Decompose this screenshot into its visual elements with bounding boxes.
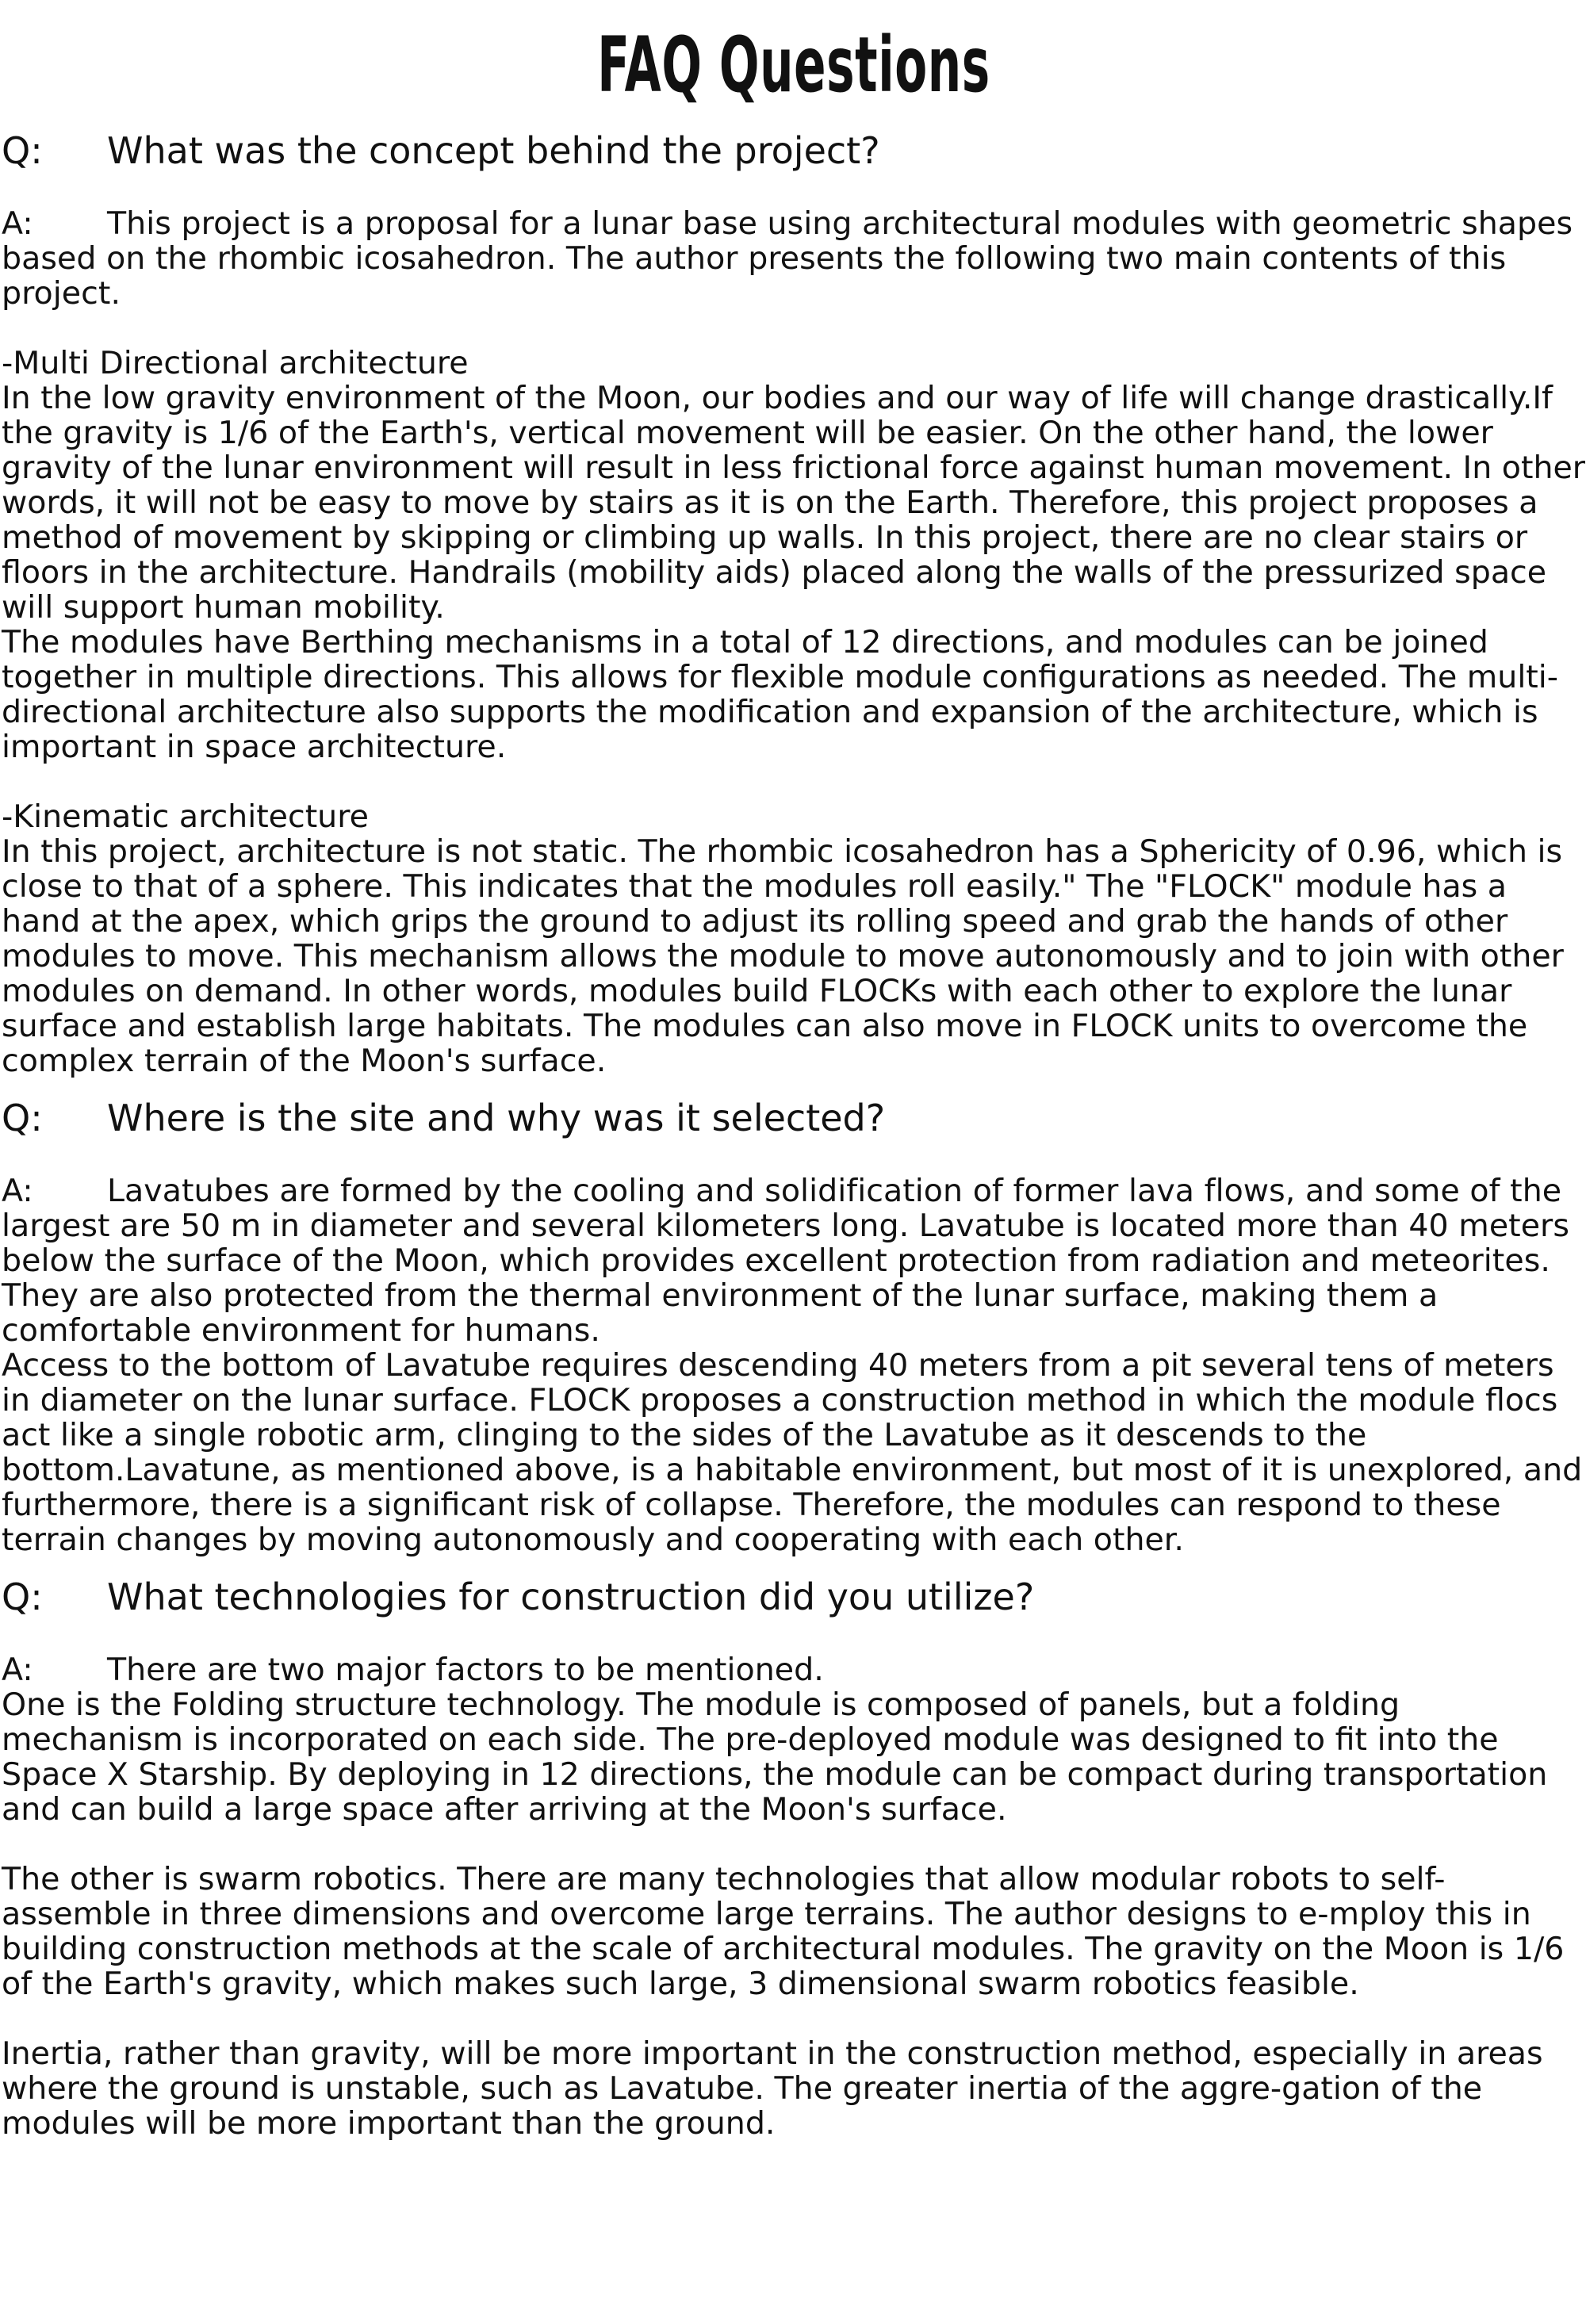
question-text: What technologies for construction did you utilize? <box>107 1575 1035 1618</box>
answer-paragraph: One is the Folding structure technology. The module is composed of panels, but a folding mechanism is incorporated on each side. The pre-deployed module was designed to fit into the Space X Starship. By deploying in 12 directions, the module can be compact during transportation and can build a large space after arriving at the Moon's surface. <box>2 1687 1548 1828</box>
question-prefix: Q: <box>2 1097 43 1139</box>
answer-lead-text: There are two major factors to be mentioned. <box>107 1652 824 1688</box>
answer-prefix: A: <box>2 205 33 242</box>
section-heading-multi-directional: -Multi Directional architecture <box>2 345 469 381</box>
faq-answer-3 <box>2 1652 1586 2141</box>
question-text: What was the concept behind the project? <box>107 129 880 172</box>
answer-paragraph: In this project, architecture is not static. The rhombic icosahedron has a Sphericity of 0.96, which is close to that of a sphere. This indicates that the modules roll easily." The "FLOCK" module has a hand at the apex, which grips the ground to adjust its rolling speed and grab the hands of other modules to move. This mechanism allows the module to move autonomously and to join with other modules on demand. In other words, modules build FLOCKs with each other to explore the lunar surface and establish large habitats. The modules can also move in FLOCK units to overcome the complex terrain of the Moon's surface. <box>2 833 1564 1079</box>
answer-lead <box>2 1652 1586 1687</box>
faq-question-3 <box>2 1575 1586 1619</box>
spacer <box>2 764 1586 799</box>
answer-lead <box>2 1173 1586 1348</box>
answer-paragraph: Inertia, rather than gravity, will be more important in the construction method, especially in areas where the ground is unstable, such as Lavatube. The greater inertia of the aggre-gation of the modules will be more important than the ground. <box>2 2035 1543 2142</box>
section-heading-kinematic: -Kinematic architecture <box>2 798 369 835</box>
answer-paragraph: The other is swarm robotics. There are many technologies that allow modular robots to self-assemble in three dimensions and overcome large terrains. The author designs to e-mploy this in building construction methods at the scale of architectural modules. The gravity on the Moon is 1/6 of the Earth's gravity, which makes such large, 3 dimensional swarm robotics feasible. <box>2 1861 1565 2002</box>
spacer <box>2 2001 1586 2036</box>
page-title: FAQ Questions <box>597 21 990 109</box>
answer-prefix: A: <box>2 1652 33 1688</box>
answer-prefix: A: <box>2 1173 33 1209</box>
question-text: Where is the site and why was it selected? <box>107 1097 886 1139</box>
faq-answer-1 <box>2 206 1586 1078</box>
answer-paragraph: In the low gravity environment of the Moon, our bodies and our way of life will change drastically.If the gravity is 1/6 of the Earth's, vertical movement will be easier. On the other hand, the lower gravity of the lunar environment will result in less frictional force against human movement. In other words, it will not be easy to move by stairs as it is on the Earth. Therefore, this project proposes a method of movement by skipping or climbing up walls. In this project, there are no clear stairs or floors in the architecture. Handrails (mobility aids) placed along the walls of the pressurized space will support human mobility. <box>2 380 1586 626</box>
answer-lead-text: Lavatubes are formed by the cooling and solidification of former lava flows, and some of the largest are 50 m in diameter and several kilometers long. Lavatube is located more than 40 meters below the surface of the Moon, which provides excellent protection from radiation and meteorites. They are also protected from the thermal environment of the lunar surface, making them a comfortable environment for humans. <box>2 1173 1569 1349</box>
faq-answer-2 <box>2 1173 1586 1557</box>
faq-question-2 <box>2 1096 1586 1140</box>
answer-lead-text: This project is a proposal for a lunar base using architectural modules with geometric shapes based on the rhombic icosahedron. The author presents the following two main contents of this project. <box>2 205 1573 312</box>
question-prefix: Q: <box>2 129 43 172</box>
spacer <box>2 311 1586 346</box>
answer-paragraph: The modules have Berthing mechanisms in a total of 12 directions, and modules can be joined together in multiple directions. This allows for flexible module configurations as needed. The multi-directional architecture also supports the modification and expansion of the architecture, which is important in space architecture. <box>2 624 1559 765</box>
faq-question-1 <box>2 128 1586 173</box>
question-prefix: Q: <box>2 1575 43 1618</box>
answer-paragraph: Access to the bottom of Lavatube requires descending 40 meters from a pit several tens of meters in diameter on the lunar surface. FLOCK proposes a construction method in which the module flocs act like a single robotic arm, clinging to the sides of the Lavatube as it descends to the bottom.Lavatune, as mentioned above, is a habitable environment, but most of it is unexplored, and furthermore, there is a significant risk of collapse. Therefore, the modules can respond to these terrain changes by moving autonomously and cooperating with each other. <box>2 1347 1583 1558</box>
spacer <box>2 1827 1586 1862</box>
answer-lead <box>2 206 1586 311</box>
